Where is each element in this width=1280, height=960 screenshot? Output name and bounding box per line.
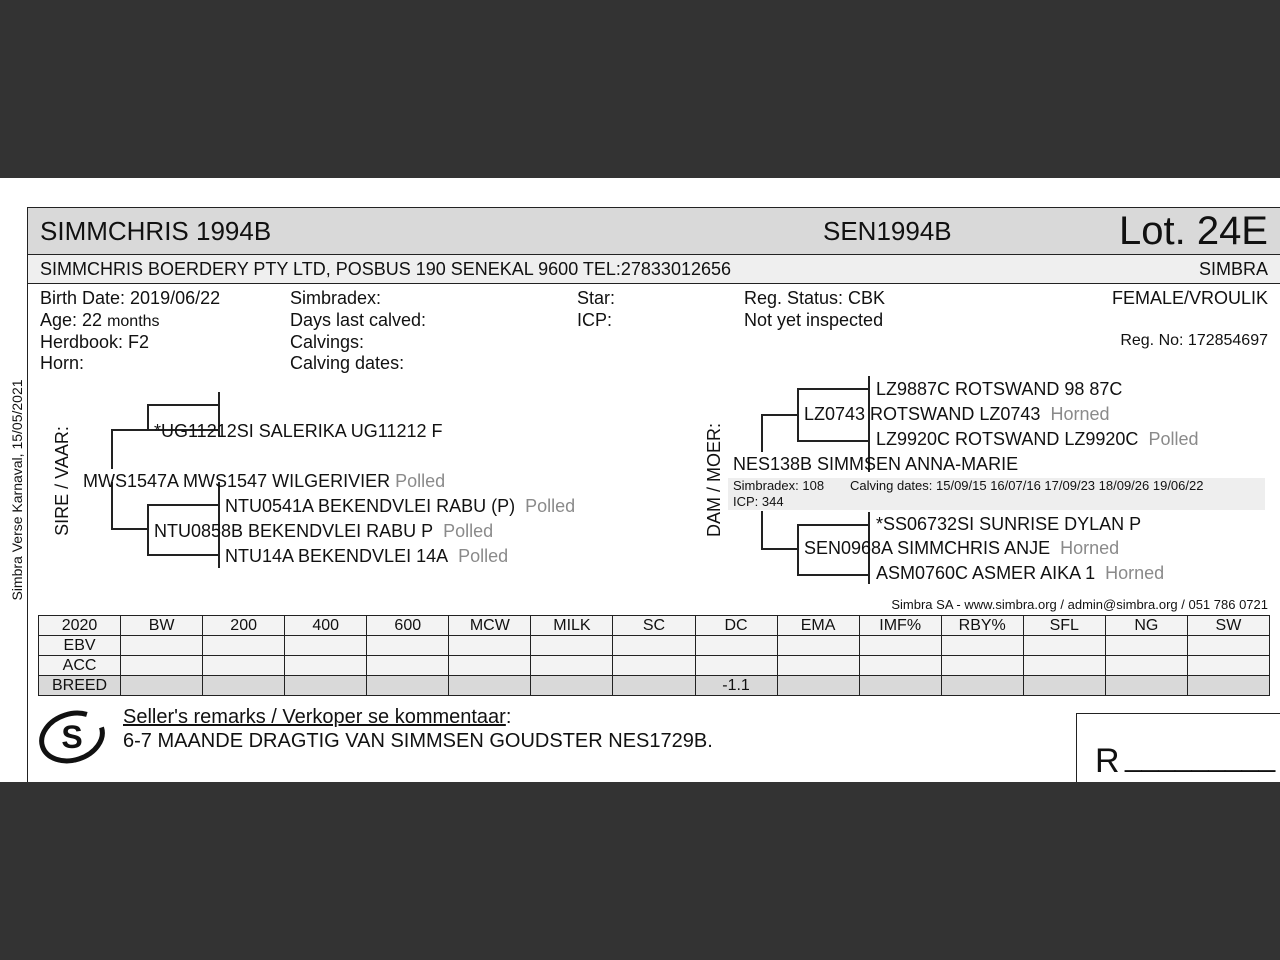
column-header: 2020 <box>39 616 121 636</box>
table-cell <box>613 676 695 696</box>
dam-dam-dam-name: ASM0760C ASMER AIKA 1 <box>876 563 1096 583</box>
table-row <box>39 656 1270 676</box>
age <box>40 310 160 331</box>
sire-name: MWS1547A MWS1547 WILGERIVIER <box>83 471 391 491</box>
sire-dam-sire-horn: Polled <box>525 496 576 516</box>
sire-horn: Polled <box>395 471 446 491</box>
table-cell <box>777 676 859 696</box>
table-cell <box>1187 656 1269 676</box>
table-cell: -1.1 <box>695 676 777 696</box>
reg-number: Reg. No: 172854697 <box>1120 332 1268 349</box>
sex: FEMALE/VROULIK <box>1111 288 1268 308</box>
remarks-text: 6-7 MAANDE DRAGTIG VAN SIMMSEN GOUDSTER NES1729B. <box>123 730 713 752</box>
dam-sire-dam <box>876 429 1199 450</box>
column-header: 400 <box>285 616 367 636</box>
sire-dam-horn: Polled <box>443 521 494 541</box>
table-cell <box>285 676 367 696</box>
dam-dam-horn: Horned <box>1060 538 1120 558</box>
dam-info-box <box>728 478 1265 510</box>
dam-name: NES138B SIMMSEN ANNA-MARIE <box>733 454 1019 474</box>
animal-id: SEN1994B <box>823 216 952 246</box>
table-cell <box>121 676 203 696</box>
table-cell <box>613 636 695 656</box>
dam-dam <box>804 538 1119 559</box>
remarks-heading <box>123 706 511 729</box>
table-cell <box>203 656 285 676</box>
table-cell <box>941 656 1023 676</box>
ped-line <box>147 504 219 506</box>
table-cell <box>859 636 941 656</box>
dam-sire-horn: Horned <box>1050 404 1110 424</box>
column-header: 600 <box>367 616 449 636</box>
table-cell <box>449 676 531 696</box>
sire-dam-dam <box>225 546 508 567</box>
sire-dam-sire <box>225 496 575 517</box>
table-cell <box>777 656 859 676</box>
sale-caption: Simbra Verse Karnaval, 15/05/2021 <box>9 379 25 601</box>
row-label: BREED <box>39 676 121 696</box>
inspection-status: Not yet inspected <box>744 310 884 330</box>
days-last-calved: Days last calved: <box>290 310 427 330</box>
table-cell <box>367 676 449 696</box>
ped-line <box>797 388 869 390</box>
dam-dam-name: SEN0968A SIMMCHRIS ANJE <box>804 538 1051 558</box>
ped-line <box>761 414 797 416</box>
logo-letter: S <box>61 719 83 755</box>
dam-dam-sire: *SS06732SI SUNRISE DYLAN P <box>876 514 1142 534</box>
dam-label: DAM / MOER: <box>704 423 724 538</box>
sire-dam-sire-name: NTU0541A BEKENDVLEI RABU (P) <box>225 496 516 516</box>
column-header: MILK <box>531 616 613 636</box>
remarks-title: Seller's remarks / Verkoper se kommentaar <box>123 706 506 728</box>
age-unit: months <box>107 313 160 330</box>
sire <box>83 471 445 492</box>
owner-bar <box>28 255 1280 284</box>
horn: Horn: <box>40 353 85 373</box>
sire-dam-dam-name: NTU14A BEKENDVLEI 14A <box>225 546 449 566</box>
age-value: Age: 22 <box>40 310 103 330</box>
ped-line <box>147 404 149 430</box>
table-cell <box>613 656 695 676</box>
dam-calving-dates: Calving dates: 15/09/15 16/07/16 17/09/23 18/09/26 19/06/22 <box>850 478 1204 493</box>
remarks-colon: : <box>505 706 512 728</box>
price-currency: R <box>1095 742 1120 780</box>
table-cell <box>203 636 285 656</box>
calvings: Calvings: <box>290 332 365 352</box>
sire-dam-dam-horn: Polled <box>458 546 509 566</box>
table-cell <box>367 656 449 676</box>
dam-sire-name: LZ0743 ROTSWAND LZ0743 <box>804 404 1041 424</box>
table-cell <box>859 656 941 676</box>
table-cell <box>203 676 285 696</box>
column-header: IMF% <box>859 616 941 636</box>
reg-status: Reg. Status: CBK <box>744 288 886 308</box>
table-cell <box>777 636 859 656</box>
ped-line <box>797 388 799 440</box>
star: Star: <box>577 288 616 308</box>
calving-dates: Calving dates: <box>290 353 405 373</box>
column-header: SFL <box>1023 616 1105 636</box>
column-header: NG <box>1105 616 1187 636</box>
ped-line <box>147 504 149 554</box>
dam-dam-dam-horn: Horned <box>1105 563 1165 583</box>
contact-line: Simbra SA - www.simbra.org / admin@simbra.org / 051 786 0721 <box>891 597 1268 612</box>
dam-dam-dam <box>876 563 1164 584</box>
ped-line <box>147 404 219 406</box>
ped-line <box>797 440 869 442</box>
ped-line <box>147 554 219 556</box>
ped-line <box>111 528 147 530</box>
column-header: SW <box>1187 616 1269 636</box>
card-header <box>28 208 1280 255</box>
herdbook: Herdbook: F2 <box>40 332 150 352</box>
catalogue-band <box>0 178 1280 782</box>
birth-date: Birth Date: 2019/06/22 <box>40 288 221 308</box>
ebv-table <box>38 615 1270 696</box>
table-cell <box>1187 636 1269 656</box>
table-row <box>39 636 1270 656</box>
table-cell <box>695 636 777 656</box>
table-cell <box>367 636 449 656</box>
table-cell <box>449 656 531 676</box>
column-header: 200 <box>203 616 285 636</box>
simbradex: Simbradex: <box>290 288 382 308</box>
column-header: EMA <box>777 616 859 636</box>
animal-name: SIMMCHRIS 1994B <box>40 216 272 246</box>
sire-dam-name: NTU0858B BEKENDVLEI RABU P <box>154 521 434 541</box>
ped-line <box>797 524 869 526</box>
table-cell <box>1105 656 1187 676</box>
table-cell <box>1105 636 1187 656</box>
dam-simbradex: Simbradex: 108 <box>733 478 825 493</box>
table-cell <box>941 676 1023 696</box>
table-cell <box>449 636 531 656</box>
dam-sire <box>804 404 1110 425</box>
table-cell <box>941 636 1023 656</box>
table-cell <box>1023 676 1105 696</box>
table-cell <box>285 636 367 656</box>
dam-sire-sire: LZ9887C ROTSWAND 98 87C <box>876 379 1123 399</box>
icp: ICP: <box>577 310 613 330</box>
table-header-row <box>39 616 1270 636</box>
ped-line <box>761 548 797 550</box>
table-cell <box>1105 676 1187 696</box>
sire-label: SIRE / VAAR: <box>52 426 72 536</box>
ped-line <box>761 511 763 549</box>
sire-sire: *UG11212SI SALERIKA UG11212 F <box>154 421 443 441</box>
dam-sire-dam-horn: Polled <box>1148 429 1199 449</box>
column-header: MCW <box>449 616 531 636</box>
ped-line <box>797 524 799 574</box>
ped-line <box>111 429 113 469</box>
ped-line <box>761 414 763 452</box>
dam-sire-dam-name: LZ9920C ROTSWAND LZ9920C <box>876 429 1139 449</box>
column-header: DC <box>695 616 777 636</box>
table-cell <box>531 676 613 696</box>
column-header: SC <box>613 616 695 636</box>
table-cell <box>859 676 941 696</box>
ped-line <box>111 429 148 431</box>
table-cell <box>531 656 613 676</box>
dam-icp: ICP: 344 <box>733 494 784 509</box>
breed: SIMBRA <box>1198 259 1268 279</box>
table-cell <box>531 636 613 656</box>
owner-details: SIMMCHRIS BOERDERY PTY LTD, POSBUS 190 SENEKAL 9600 TEL:27833012656 <box>40 259 732 279</box>
sire-dam <box>154 521 493 542</box>
table-cell <box>285 656 367 676</box>
price-blank: _________ <box>1125 740 1276 773</box>
row-label: ACC <box>39 656 121 676</box>
column-header: RBY% <box>941 616 1023 636</box>
table-cell <box>1187 676 1269 696</box>
table-cell <box>695 656 777 676</box>
ped-line <box>797 574 869 576</box>
lot-card <box>27 207 1280 782</box>
row-label: EBV <box>39 636 121 656</box>
table-cell <box>121 656 203 676</box>
table-row <box>39 676 1270 696</box>
table-cell <box>1023 656 1105 676</box>
simbra-logo-icon <box>38 708 106 764</box>
column-header: BW <box>121 616 203 636</box>
table-cell <box>121 636 203 656</box>
table-cell <box>1023 636 1105 656</box>
lot-number: Lot. 24E <box>1118 209 1268 253</box>
price-box[interactable] <box>1076 713 1280 782</box>
